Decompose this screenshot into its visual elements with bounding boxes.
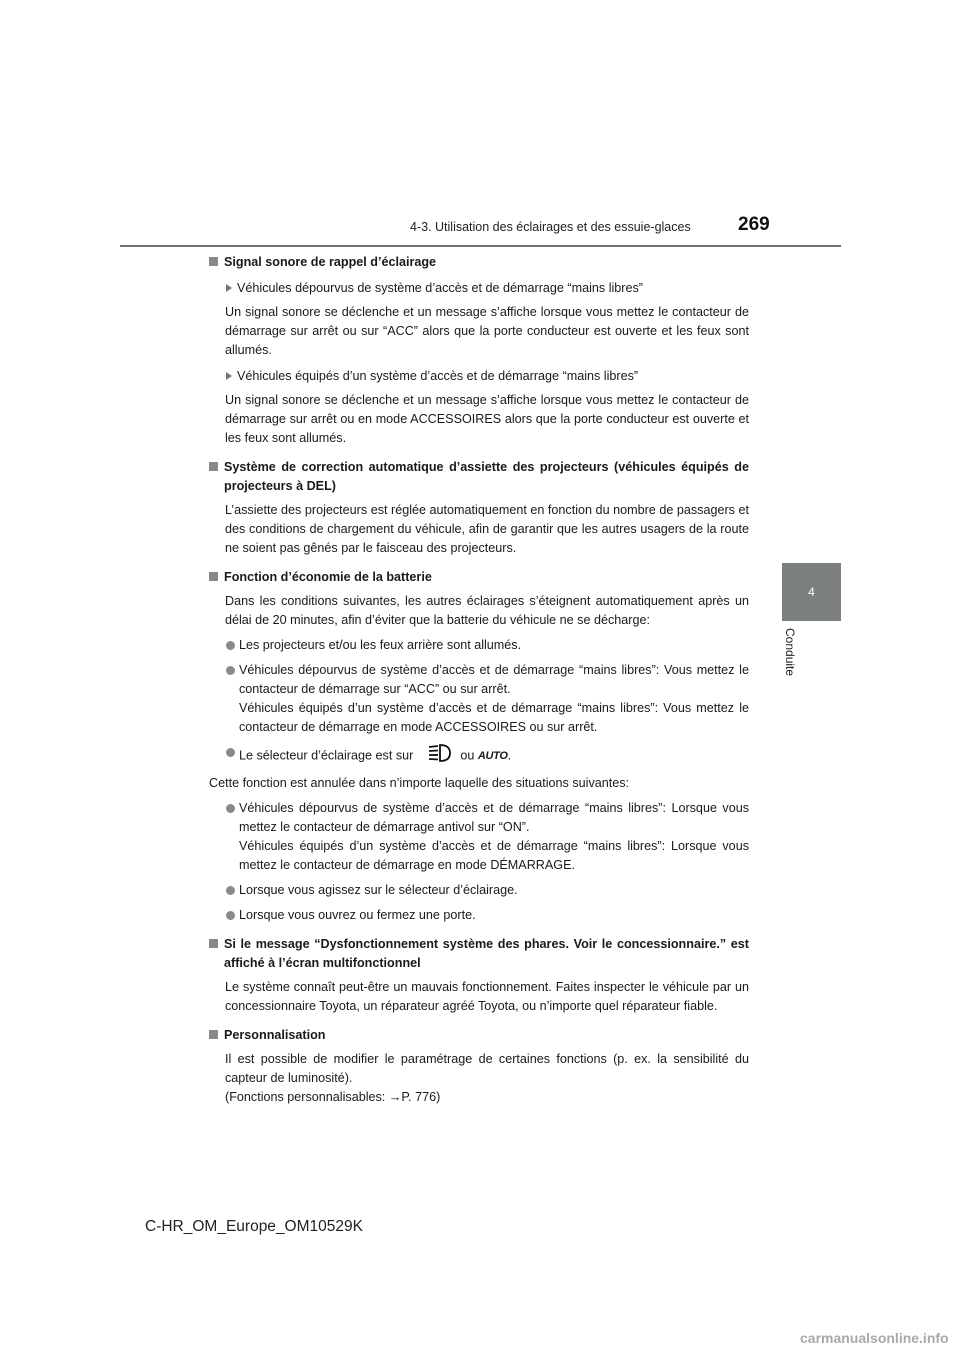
page-content — [209, 253, 749, 1107]
document-id: C-HR_OM_Europe_OM10529K — [145, 1218, 363, 1235]
paragraph: Un signal sonore se déclenche et un message s’affiche lorsque vous mettez le contacteur de démarrage sur arrêt ou en mode ACCESSOIRES alors que la porte conducteur est ouverte et les feux sont allumés. — [225, 393, 749, 445]
chapter-tab[interactable] — [782, 563, 841, 621]
paragraph: L’assiette des projecteurs est réglée automatiquement en fonction du nombre de passagers et des conditions de chargement du véhicule, afin de garantir que les autres usagers de la route ne soient pas gênés par le faisceau des projecteurs. — [225, 503, 749, 555]
paragraph-text: Il est possible de modifier le paramétrage de certaines fonctions (p. ex. la sensibilité du capteur de luminosité). — [225, 1052, 749, 1085]
heading-customization: Personnalisation — [209, 1026, 749, 1045]
paragraph: Le système connaît peut-être un mauvais fonctionnement. Faites inspecter le véhicule par un concessionnaire Toyota, un réparateur agréé Toyota, ou n’importe quel réparateur fiable. — [225, 980, 749, 1013]
list-item: Les projecteurs et/ou les feux arrière sont allumés. — [225, 636, 749, 655]
list-item-text: Véhicules équipés d’un système d’accès et de démarrage “mains libres”: Lorsque vous mettez le contacteur de démarrage en mode DÉMARRAGE. — [239, 839, 749, 872]
list-item: Lorsque vous agissez sur le sélecteur d’éclairage. — [225, 881, 749, 900]
list-item-text: . — [507, 748, 512, 763]
list-item-text: Le sélecteur d’éclairage est sur — [239, 748, 414, 763]
paragraph: Un signal sonore se déclenche et un message s’affiche lorsque vous mettez le contacteur de démarrage sur arrêt ou sur “ACC” alors que la porte conducteur est ouverte et les feux sont allumés. — [225, 305, 749, 357]
list-item — [225, 661, 749, 737]
list-item-text: Véhicules dépourvus de système d’accès et de démarrage “mains libres”: Lorsque vous mettez le contacteur de démarrage antivol sur “ON”. — [239, 801, 749, 834]
heading-malfunction-message: Si le message “Dysfonctionnement système des phares. Voir le concessionnaire.” est affiché à l’écran multifonctionnel — [209, 935, 749, 973]
paragraph: Dans les conditions suivantes, les autres éclairages s’éteignent automatiquement après un délai de 20 minutes, afin d’éviter que la batterie du véhicule ne se décharge: — [225, 594, 749, 627]
cross-reference[interactable]: (Fonctions personnalisables: →P. 776) — [225, 1090, 441, 1104]
chapter-number: 4 — [808, 585, 815, 599]
list-item: Lorsque vous ouvrez ou fermez une porte. — [225, 906, 749, 925]
auto-icon: AUTO — [477, 749, 508, 762]
paragraph: Cette fonction est annulée dans n’importe laquelle des situations suivantes: — [209, 776, 630, 790]
headlight-icon — [417, 743, 457, 769]
list-item — [225, 743, 749, 769]
header-divider — [120, 245, 841, 247]
heading-headlight-leveling: Système de correction automatique d’assiette des projecteurs (véhicules équipés de projecteurs à DEL) — [209, 458, 749, 496]
heading-battery-saver: Fonction d’économie de la batterie — [209, 568, 749, 587]
list-item-text: Véhicules dépourvus de système d’accès et de démarrage “mains libres”: Vous mettez le contacteur de démarrage sur “ACC” ou sur arrêt. — [239, 663, 749, 696]
page-number: 269 — [738, 214, 770, 235]
paragraph — [225, 1050, 749, 1107]
chapter-label: Conduite — [783, 628, 797, 677]
watermark: carmanualsonline.info — [800, 1330, 949, 1346]
sub-condition: Véhicules dépourvus de système d’accès et de démarrage “mains libres” — [225, 279, 749, 298]
heading-lighting-reminder: Signal sonore de rappel d’éclairage — [209, 253, 749, 272]
list-item — [225, 799, 749, 875]
sub-condition: Véhicules équipés d’un système d’accès et de démarrage “mains libres” — [225, 367, 749, 386]
section-title: 4-3. Utilisation des éclairages et des essuie-glaces — [410, 220, 691, 234]
list-item-text: ou — [460, 748, 475, 763]
list-item-text: Véhicules équipés d’un système d’accès et de démarrage “mains libres”: Vous mettez le contacteur de démarrage en mode ACCESSOIRES ou sur arrêt. — [239, 701, 749, 734]
